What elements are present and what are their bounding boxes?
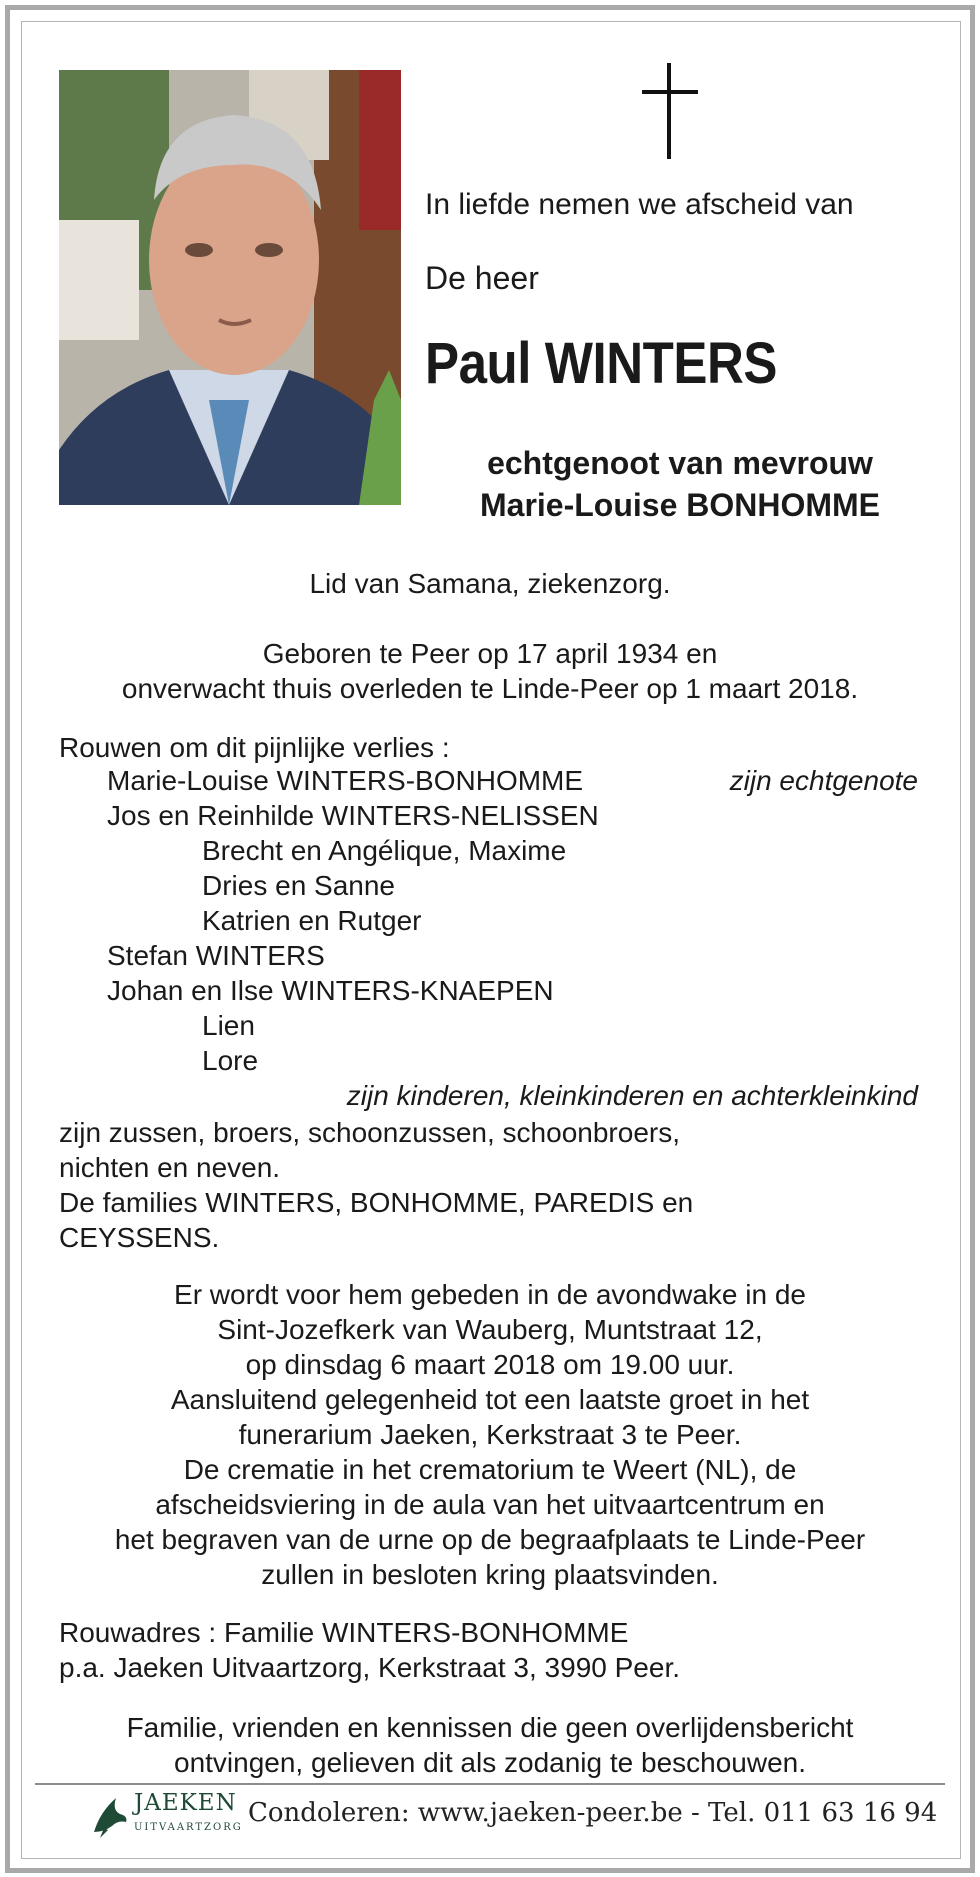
ceremony-line-7: afscheidsviering in de aula van het uitvaartcentrum en xyxy=(155,1489,825,1520)
ceremony-line-3: op dinsdag 6 maart 2018 om 19.00 uur. xyxy=(245,1349,735,1380)
portrait-photo xyxy=(59,70,401,505)
ceremony-line-9: zullen in besloten kring plaatsvinden. xyxy=(261,1559,719,1590)
mourners-heading: Rouwen om dit pijnlijke verlies : xyxy=(59,732,450,763)
spouse-line-1: echtgenoot van mevrouw xyxy=(487,445,873,481)
address-line-2: p.a. Jaeken Uitvaartzorg, Kerkstraat 3, 3990 Peer. xyxy=(59,1652,681,1683)
mourner-spouse-name: Marie-Louise WINTERS-BONHOMME xyxy=(107,765,584,796)
mourner-families-line-2: CEYSSENS. xyxy=(59,1222,220,1253)
condolences-text: Condoleren: www.jaeken-peer.be - Tel. 011 63 16 94 xyxy=(248,1798,938,1828)
ceremony-line-2: Sint-Jozefkerk van Wauberg, Muntstraat 12, xyxy=(217,1314,763,1345)
membership-text: Lid van Samana, ziekenzorg. xyxy=(309,568,671,599)
closing-line-2: ontvingen, gelieven dit als zodanig te beschouwen. xyxy=(174,1747,806,1778)
mourner-families-line-1: De families WINTERS, BONHOMME, PAREDIS en xyxy=(59,1187,694,1218)
address-line-1: Rouwadres : Familie WINTERS-BONHOMME xyxy=(59,1617,629,1648)
logo-name: JAEKEN xyxy=(134,1790,237,1816)
mourner-grandchild-1: Brecht en Angélique, Maxime xyxy=(202,835,567,866)
intro-text: In liefde nemen we afscheid van xyxy=(425,188,854,221)
mourner-child-3: Johan en Ilse WINTERS-KNAEPEN xyxy=(107,975,554,1006)
mourner-grandchild-3: Katrien en Rutger xyxy=(202,905,422,936)
ceremony-line-8: het begraven van de urne op de begraafplaats te Linde-Peer xyxy=(114,1524,866,1555)
mourner-siblings-line-2: nichten en neven. xyxy=(59,1152,281,1183)
mourner-grandchild-2: Dries en Sanne xyxy=(202,870,396,901)
footer-divider xyxy=(35,1783,945,1785)
mourner-child-1: Jos en Reinhilde WINTERS-NELISSEN xyxy=(107,800,599,831)
ceremony-line-1: Er wordt voor hem gebeden in de avondwake in de xyxy=(174,1279,806,1310)
dove-icon xyxy=(90,1792,130,1838)
deceased-name: Paul WINTERS xyxy=(425,331,778,396)
mourner-grandchild-5: Lore xyxy=(202,1045,259,1076)
jaeken-logo xyxy=(90,1790,250,1840)
cross-icon xyxy=(642,63,698,159)
birth-line-2: onverwacht thuis overleden te Linde-Peer op 1 maart 2018. xyxy=(121,673,859,704)
logo-subtitle: UITVAARTZORG xyxy=(134,1822,243,1833)
ceremony-line-4: Aansluitend gelegenheid tot een laatste groet in het xyxy=(170,1384,810,1415)
ceremony-line-5: funerarium Jaeken, Kerkstraat 3 te Peer. xyxy=(238,1419,742,1450)
mourner-child-2: Stefan WINTERS xyxy=(107,940,325,971)
mourner-spouse-role: zijn echtgenote xyxy=(729,765,918,796)
title-prefix: De heer xyxy=(425,260,539,296)
ceremony-line-6: De crematie in het crematorium te Weert (NL), de xyxy=(183,1454,797,1485)
spouse-line-2: Marie-Louise BONHOMME xyxy=(479,487,881,523)
mourner-grandchild-4: Lien xyxy=(202,1010,255,1041)
mourner-children-role: zijn kinderen, kleinkinderen en achterkleinkind xyxy=(346,1080,918,1111)
mourner-siblings-line-1: zijn zussen, broers, schoonzussen, schoonbroers, xyxy=(59,1117,680,1148)
closing-line-1: Familie, vrienden en kennissen die geen overlijdensbericht xyxy=(126,1712,854,1743)
birth-line-1: Geboren te Peer op 17 april 1934 en xyxy=(262,638,718,669)
